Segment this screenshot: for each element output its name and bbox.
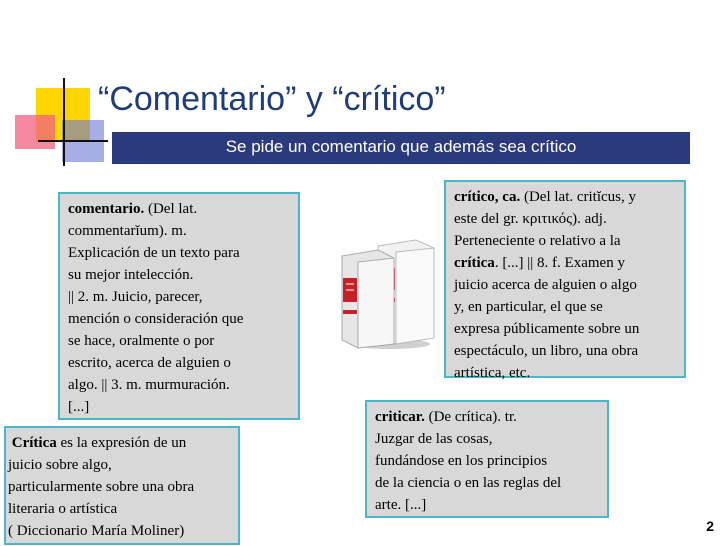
slide-title: “Comentario” y “crítico” bbox=[98, 80, 446, 118]
definition-line: crítico, ca. (Del lat. critĭcus, y bbox=[454, 189, 637, 205]
definition-line: su mejor intelección. bbox=[68, 267, 194, 283]
definition-line: de la ciencia o en las reglas del bbox=[375, 475, 562, 491]
definition-line: y, en particular, el que se bbox=[454, 299, 603, 315]
definition-critico bbox=[444, 180, 686, 381]
definition-line: este del gr. κριτικός). adj. bbox=[454, 211, 607, 227]
definition-line: comentario. (Del lat. bbox=[68, 201, 198, 217]
bold-term: crítica bbox=[454, 255, 495, 271]
definition-line: fundándose en los principios bbox=[375, 453, 548, 469]
headword: crítico, ca. bbox=[454, 189, 521, 205]
definition-line: expresa públicamente sobre un bbox=[454, 321, 640, 337]
page-number: 2 bbox=[706, 518, 714, 534]
definition-line: artística, etc. bbox=[454, 365, 531, 381]
headword: comentario. bbox=[68, 201, 145, 217]
definition-line: Perteneciente o relativo a la bbox=[454, 233, 621, 249]
decor-red-square bbox=[15, 115, 55, 149]
definition-line: Explicación de un texto para bbox=[68, 245, 240, 261]
definition-line: crítica. [...] || 8. f. Examen y bbox=[454, 255, 625, 271]
headword: Crítica bbox=[11, 435, 57, 451]
definition-line: se hace, oralmente o por bbox=[68, 333, 215, 349]
definition-comentario bbox=[58, 192, 300, 420]
decor-vertical-line bbox=[63, 78, 65, 166]
definition-line: algo. || 3. m. murmuración. bbox=[68, 377, 230, 393]
definition-line: juicio acerca de alguien o algo bbox=[454, 277, 637, 293]
definition-line: literaria o artística bbox=[8, 501, 118, 517]
definition-line: particularmente sobre una obra bbox=[8, 479, 195, 495]
definition-moliner bbox=[4, 426, 240, 545]
definition-line: escrito, acerca de alguien o bbox=[68, 355, 231, 371]
definition-line: Juzgar de las cosas, bbox=[375, 431, 493, 447]
definition-line: espectáculo, un libro, una obra bbox=[454, 343, 639, 359]
definition-line: Crítica es la expresión de un bbox=[11, 435, 187, 451]
decor-horizontal-line bbox=[38, 140, 108, 142]
definition-line: juicio sobre algo, bbox=[8, 457, 112, 473]
dictionary-books-icon bbox=[338, 238, 438, 350]
definition-line: ( Diccionario María Moliner) bbox=[8, 523, 185, 539]
definition-line: || 2. m. Juicio, parecer, bbox=[68, 289, 203, 305]
definition-line: [...] bbox=[68, 399, 90, 415]
headword: criticar. bbox=[375, 409, 425, 425]
subtitle-bar bbox=[112, 132, 690, 164]
definition-line: mención o consideración que bbox=[68, 311, 244, 327]
slide-subtitle: Se pide un comentario que además sea crítico bbox=[225, 137, 577, 156]
definition-line: commentarĭum). m. bbox=[68, 223, 187, 239]
definition-line: criticar. (De crítica). tr. bbox=[375, 409, 517, 425]
definition-line: arte. [...] bbox=[375, 497, 427, 513]
definition-criticar bbox=[365, 400, 609, 518]
